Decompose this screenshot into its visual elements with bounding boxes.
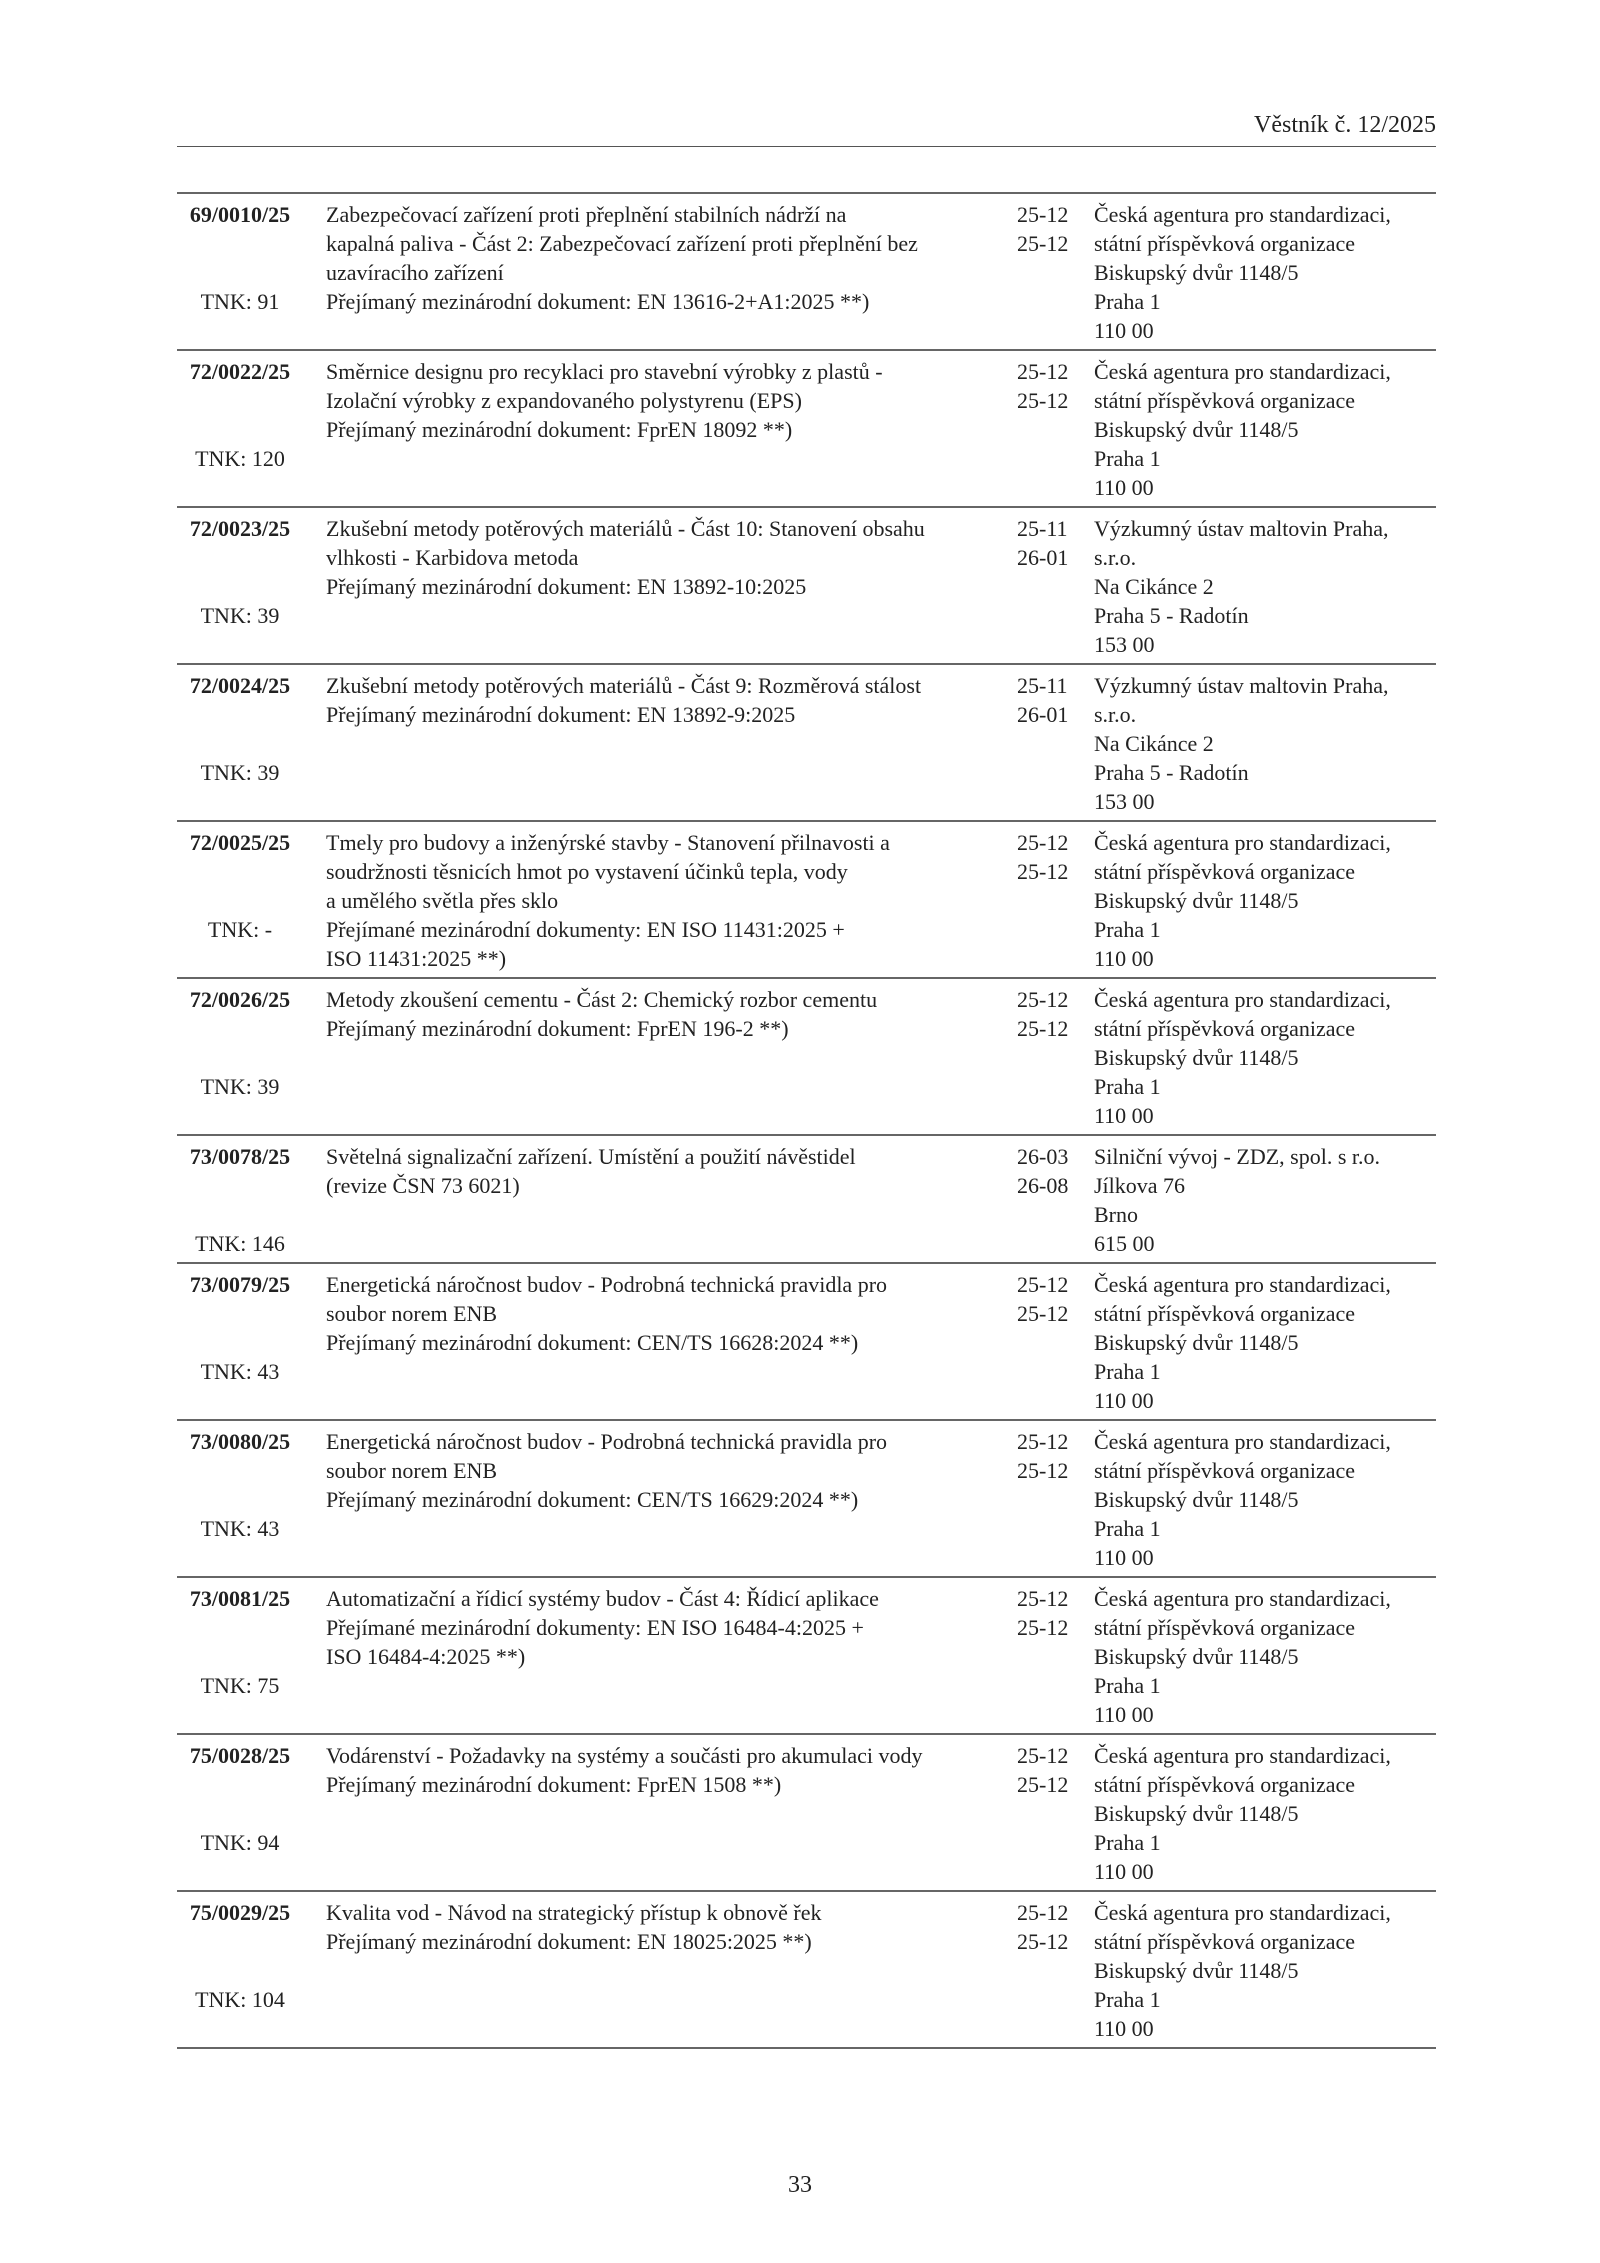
dates-cell: [1017, 1270, 1077, 1415]
date-value: 25-12: [1017, 1743, 1069, 1768]
date-value: 25-12: [1017, 1429, 1069, 1454]
table-row: [177, 822, 1436, 979]
address-line: Česká agentura pro standardizaci,: [1094, 830, 1391, 855]
date-value: 25-12: [1017, 388, 1069, 413]
description-line: ISO 11431:2025 **): [326, 946, 507, 971]
dates-cell: [1017, 1584, 1077, 1729]
date-value: 25-12: [1017, 359, 1069, 384]
tnk-number: TNK: 39: [200, 1074, 280, 1099]
dates-cell: [1017, 1741, 1077, 1886]
description-line: Izolační výrobky z expandovaného polystyrenu (EPS): [326, 388, 802, 413]
address-line: 153 00: [1094, 789, 1155, 814]
address-line: Na Cikánce 2: [1094, 731, 1214, 756]
address-line: Silniční vývoj - ZDZ, spol. s r.o.: [1094, 1144, 1380, 1169]
dates-cell: [1017, 985, 1077, 1130]
description-line: Směrnice designu pro recyklaci pro stavební výrobky z plastů -: [326, 359, 883, 384]
description-cell: [326, 514, 994, 659]
table-row: [177, 1136, 1436, 1264]
address-line: státní příspěvková organizace: [1094, 1929, 1356, 1954]
tnk-number: TNK: 91: [200, 289, 280, 314]
address-line: 110 00: [1094, 1545, 1154, 1570]
standard-id-cell: [177, 671, 303, 816]
address-line: 110 00: [1094, 1859, 1154, 1884]
address-line: Česká agentura pro standardizaci,: [1094, 359, 1391, 384]
address-line: státní příspěvková organizace: [1094, 1301, 1356, 1326]
address-line: s.r.o.: [1094, 545, 1137, 570]
description-line: ISO 16484-4:2025 **): [326, 1644, 526, 1669]
date-value: 25-12: [1017, 859, 1069, 884]
address-line: Praha 1: [1094, 917, 1161, 942]
address-line: Praha 5 - Radotín: [1094, 603, 1249, 628]
tnk-number: TNK: 146: [195, 1231, 285, 1256]
description-line: Světelná signalizační zařízení. Umístění a použití návěstidel: [326, 1144, 856, 1169]
standard-id-cell: [177, 1427, 303, 1572]
description-line: Přejímaný mezinárodní dokument: EN 13892-10:2025: [326, 574, 807, 599]
address-line: Praha 1: [1094, 1830, 1161, 1855]
standard-number: 69/0010/25: [189, 202, 291, 227]
address-line: 153 00: [1094, 632, 1155, 657]
standard-number: 73/0079/25: [189, 1272, 291, 1297]
page-number: 33: [788, 2172, 812, 2198]
description-line: Přejímaný mezinárodní dokument: CEN/TS 16629:2024 **): [326, 1487, 859, 1512]
standard-number: 75/0029/25: [189, 1900, 291, 1925]
date-value: 25-12: [1017, 1900, 1069, 1925]
standard-id-cell: [177, 357, 303, 502]
description-line: Zkušební metody potěrových materiálů - Část 9: Rozměrová stálost: [326, 673, 922, 698]
standard-id-cell: [177, 985, 303, 1130]
address-line: Praha 1: [1094, 1673, 1161, 1698]
standard-number: 72/0022/25: [189, 359, 291, 384]
date-value: 25-12: [1017, 1615, 1069, 1640]
table-row: [177, 1421, 1436, 1578]
dates-cell: [1017, 1898, 1077, 2043]
tnk-number: TNK: -: [207, 917, 273, 942]
address-line: Výzkumný ústav maltovin Praha,: [1094, 516, 1389, 541]
address-line: s.r.o.: [1094, 702, 1137, 727]
address-line: Praha 5 - Radotín: [1094, 760, 1249, 785]
standard-number: 72/0026/25: [189, 987, 291, 1012]
header-divider: [177, 146, 1436, 147]
standard-id-cell: [177, 1584, 303, 1729]
date-value: 26-08: [1017, 1173, 1069, 1198]
dates-cell: [1017, 1142, 1077, 1258]
tnk-number: TNK: 94: [200, 1830, 280, 1855]
date-value: 26-01: [1017, 702, 1069, 727]
address-line: Biskupský dvůr 1148/5: [1094, 1045, 1299, 1070]
dates-cell: [1017, 671, 1077, 816]
description-line: Přejímaný mezinárodní dokument: FprEN 1508 **): [326, 1772, 782, 1797]
description-line: Vodárenství - Požadavky na systémy a součásti pro akumulaci vody: [326, 1743, 923, 1768]
description-line: (revize ČSN 73 6021): [326, 1173, 520, 1198]
description-line: a umělého světla přes sklo: [326, 888, 559, 913]
dates-cell: [1017, 514, 1077, 659]
address-line: Česká agentura pro standardizaci,: [1094, 1429, 1391, 1454]
standard-id-cell: [177, 1741, 303, 1886]
table-row: [177, 351, 1436, 508]
address-line: Česká agentura pro standardizaci,: [1094, 1586, 1391, 1611]
description-line: Metody zkoušení cementu - Část 2: Chemický rozbor cementu: [326, 987, 878, 1012]
description-line: Přejímaný mezinárodní dokument: EN 13892-9:2025: [326, 702, 796, 727]
standard-number: 73/0080/25: [189, 1429, 291, 1454]
standard-id-cell: [177, 828, 303, 973]
tnk-number: TNK: 39: [200, 760, 280, 785]
description-line: Energetická náročnost budov - Podrobná technická pravidla pro: [326, 1429, 888, 1454]
address-line: Na Cikánce 2: [1094, 574, 1214, 599]
description-line: soudržnosti těsnicích hmot po vystavení účinků tepla, vody: [326, 859, 848, 884]
address-line: Praha 1: [1094, 1516, 1161, 1541]
journal-header-title: Věstník č. 12/2025: [1254, 112, 1436, 138]
processor-address-cell: [1094, 828, 1436, 973]
date-value: 25-12: [1017, 1272, 1069, 1297]
address-line: Biskupský dvůr 1148/5: [1094, 888, 1299, 913]
description-cell: [326, 828, 994, 973]
address-line: Praha 1: [1094, 446, 1161, 471]
table-row: [177, 1264, 1436, 1421]
description-line: Přejímaný mezinárodní dokument: FprEN 18092 **): [326, 417, 793, 442]
address-line: 110 00: [1094, 475, 1154, 500]
table-row: [177, 508, 1436, 665]
table-row: [177, 665, 1436, 822]
tnk-number: TNK: 75: [200, 1673, 280, 1698]
processor-address-cell: [1094, 200, 1436, 345]
standard-number: 72/0024/25: [189, 673, 291, 698]
address-line: Praha 1: [1094, 289, 1161, 314]
address-line: Biskupský dvůr 1148/5: [1094, 260, 1299, 285]
date-value: 26-03: [1017, 1144, 1069, 1169]
description-line: Přejímaný mezinárodní dokument: CEN/TS 16628:2024 **): [326, 1330, 859, 1355]
tnk-number: TNK: 39: [200, 603, 280, 628]
description-cell: [326, 357, 994, 502]
description-cell: [326, 200, 994, 345]
description-cell: [326, 671, 994, 816]
tnk-number: TNK: 43: [200, 1359, 280, 1384]
standard-number: 73/0078/25: [189, 1144, 291, 1169]
description-line: Kvalita vod - Návod na strategický přístup k obnově řek: [326, 1900, 822, 1925]
table-row: [177, 194, 1436, 351]
description-line: vlhkosti - Karbidova metoda: [326, 545, 579, 570]
description-cell: [326, 1898, 994, 2043]
date-value: 26-01: [1017, 545, 1069, 570]
table-row: [177, 1892, 1436, 2049]
standard-number: 73/0081/25: [189, 1586, 291, 1611]
dates-cell: [1017, 828, 1077, 973]
description-line: soubor norem ENB: [326, 1458, 498, 1483]
description-line: Zabezpečovací zařízení proti přeplnění stabilních nádrží na: [326, 202, 847, 227]
standard-id-cell: [177, 514, 303, 659]
address-line: Česká agentura pro standardizaci,: [1094, 1272, 1391, 1297]
date-value: 25-12: [1017, 830, 1069, 855]
description-line: Tmely pro budovy a inženýrské stavby - Stanovení přilnavosti a: [326, 830, 890, 855]
standard-number: 75/0028/25: [189, 1743, 291, 1768]
standards-table: [177, 192, 1436, 2049]
standard-id-cell: [177, 200, 303, 345]
processor-address-cell: [1094, 514, 1436, 659]
date-value: 25-12: [1017, 1301, 1069, 1326]
address-line: Biskupský dvůr 1148/5: [1094, 1330, 1299, 1355]
description-line: soubor norem ENB: [326, 1301, 498, 1326]
date-value: 25-11: [1017, 516, 1068, 541]
tnk-number: TNK: 120: [195, 446, 285, 471]
address-line: Výzkumný ústav maltovin Praha,: [1094, 673, 1389, 698]
description-line: uzavíracího zařízení: [326, 260, 504, 285]
date-value: 25-12: [1017, 202, 1069, 227]
description-line: Automatizační a řídicí systémy budov - Část 4: Řídicí aplikace: [326, 1586, 879, 1611]
processor-address-cell: [1094, 1741, 1436, 1886]
date-value: 25-11: [1017, 673, 1068, 698]
date-value: 25-12: [1017, 987, 1069, 1012]
description-cell: [326, 1427, 994, 1572]
address-line: Brno: [1094, 1202, 1138, 1227]
table-row: [177, 1735, 1436, 1892]
processor-address-cell: [1094, 1898, 1436, 2043]
address-line: Jílkova 76: [1094, 1173, 1186, 1198]
date-value: 25-12: [1017, 1772, 1069, 1797]
dates-cell: [1017, 1427, 1077, 1572]
processor-address-cell: [1094, 671, 1436, 816]
address-line: 110 00: [1094, 318, 1154, 343]
address-line: Praha 1: [1094, 1359, 1161, 1384]
standard-id-cell: [177, 1898, 303, 2043]
description-line: kapalná paliva - Část 2: Zabezpečovací zařízení proti přeplnění bez: [326, 231, 918, 256]
address-line: 110 00: [1094, 2016, 1154, 2041]
standard-number: 72/0025/25: [189, 830, 291, 855]
description-line: Přejímané mezinárodní dokumenty: EN ISO 16484-4:2025 +: [326, 1615, 864, 1640]
address-line: státní příspěvková organizace: [1094, 1458, 1356, 1483]
tnk-number: TNK: 43: [200, 1516, 280, 1541]
date-value: 25-12: [1017, 1586, 1069, 1611]
address-line: 110 00: [1094, 1702, 1154, 1727]
description-line: Přejímaný mezinárodní dokument: EN 13616-2+A1:2025 **): [326, 289, 870, 314]
description-cell: [326, 1741, 994, 1886]
tnk-number: TNK: 104: [195, 1987, 285, 2012]
address-line: 110 00: [1094, 1388, 1154, 1413]
description-cell: [326, 1270, 994, 1415]
description-line: Přejímané mezinárodní dokumenty: EN ISO 11431:2025 +: [326, 917, 845, 942]
description-cell: [326, 1142, 994, 1258]
table-row: [177, 979, 1436, 1136]
date-value: 25-12: [1017, 1458, 1069, 1483]
address-line: státní příspěvková organizace: [1094, 859, 1356, 884]
description-cell: [326, 985, 994, 1130]
standard-id-cell: [177, 1142, 303, 1258]
address-line: Biskupský dvůr 1148/5: [1094, 1644, 1299, 1669]
standard-id-cell: [177, 1270, 303, 1415]
processor-address-cell: [1094, 1270, 1436, 1415]
address-line: Česká agentura pro standardizaci,: [1094, 1900, 1391, 1925]
date-value: 25-12: [1017, 1016, 1069, 1041]
processor-address-cell: [1094, 985, 1436, 1130]
processor-address-cell: [1094, 1142, 1436, 1258]
description-line: Energetická náročnost budov - Podrobná technická pravidla pro: [326, 1272, 888, 1297]
address-line: 110 00: [1094, 1103, 1154, 1128]
address-line: Česká agentura pro standardizaci,: [1094, 1743, 1391, 1768]
address-line: státní příspěvková organizace: [1094, 231, 1356, 256]
address-line: 615 00: [1094, 1231, 1155, 1256]
address-line: státní příspěvková organizace: [1094, 1615, 1356, 1640]
address-line: Biskupský dvůr 1148/5: [1094, 1958, 1299, 1983]
address-line: státní příspěvková organizace: [1094, 1016, 1356, 1041]
processor-address-cell: [1094, 357, 1436, 502]
table-row: [177, 1578, 1436, 1735]
address-line: Biskupský dvůr 1148/5: [1094, 1801, 1299, 1826]
description-cell: [326, 1584, 994, 1729]
description-line: Přejímaný mezinárodní dokument: EN 18025:2025 **): [326, 1929, 812, 1954]
address-line: Praha 1: [1094, 1074, 1161, 1099]
address-line: 110 00: [1094, 946, 1154, 971]
address-line: státní příspěvková organizace: [1094, 388, 1356, 413]
processor-address-cell: [1094, 1584, 1436, 1729]
description-line: Zkušební metody potěrových materiálů - Část 10: Stanovení obsahu: [326, 516, 925, 541]
address-line: Biskupský dvůr 1148/5: [1094, 1487, 1299, 1512]
dates-cell: [1017, 357, 1077, 502]
description-line: Přejímaný mezinárodní dokument: FprEN 196-2 **): [326, 1016, 789, 1041]
address-line: státní příspěvková organizace: [1094, 1772, 1356, 1797]
standard-number: 72/0023/25: [189, 516, 291, 541]
date-value: 25-12: [1017, 231, 1069, 256]
date-value: 25-12: [1017, 1929, 1069, 1954]
address-line: Biskupský dvůr 1148/5: [1094, 417, 1299, 442]
processor-address-cell: [1094, 1427, 1436, 1572]
address-line: Praha 1: [1094, 1987, 1161, 2012]
address-line: Česká agentura pro standardizaci,: [1094, 987, 1391, 1012]
dates-cell: [1017, 200, 1077, 345]
address-line: Česká agentura pro standardizaci,: [1094, 202, 1391, 227]
